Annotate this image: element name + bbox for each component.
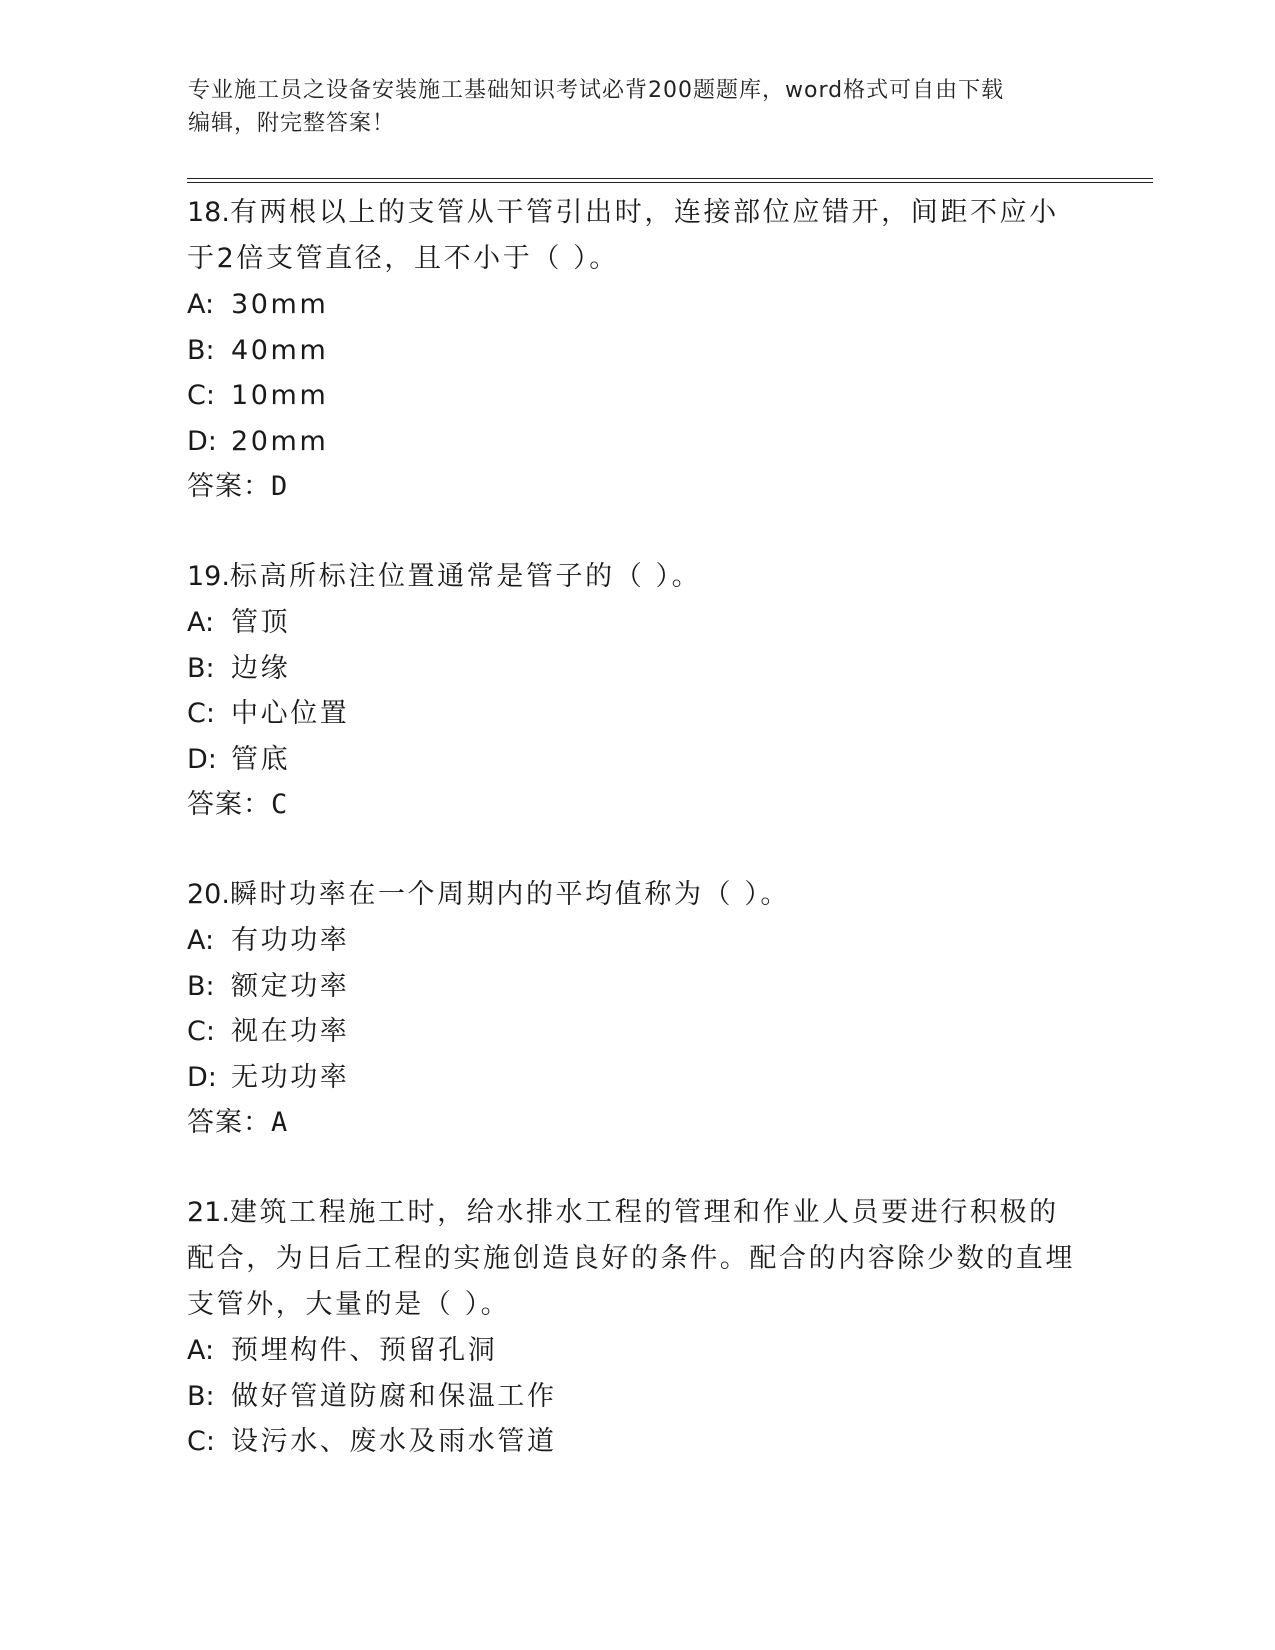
question-19 — [187, 554, 1087, 827]
option-text: 边缘 — [231, 652, 291, 684]
option-c — [187, 373, 1087, 419]
question-text: 建筑工程施工时，给水排水工程的管理和作业人员要进行积极的配合，为日后工程的实施创造良好的条件。配合的内容除少数的直埋支管外，大量的是（ ）。 — [187, 1197, 1075, 1320]
question-text: 有两根以上的支管从干管引出时，连接部位应错开，间距不应小于2倍支管直径，且不小于（ ）。 — [187, 197, 1059, 274]
option-key: A: — [187, 925, 215, 956]
option-text: 无功功率 — [231, 1061, 350, 1093]
answer-line: 答案：A — [187, 1107, 289, 1138]
question-text: 标高所标注位置通常是管子的（ ）。 — [229, 561, 702, 592]
option-d — [187, 419, 1087, 465]
option-a — [187, 918, 1087, 964]
option-b — [187, 1374, 1087, 1420]
question-stem — [187, 872, 1087, 918]
question-text: 瞬时功率在一个周期内的平均值称为（ ）。 — [229, 879, 791, 910]
option-text: 预埋构件、预留孔洞 — [231, 1335, 498, 1366]
question-list — [187, 190, 1087, 1510]
option-d — [187, 737, 1087, 783]
answer-line: 答案：D — [187, 471, 289, 502]
document-header — [188, 74, 1068, 140]
option-a — [187, 1328, 1087, 1374]
option-c — [187, 1009, 1087, 1055]
option-text: 10mm — [231, 380, 329, 411]
option-key: B: — [187, 970, 215, 1002]
option-a — [187, 282, 1087, 328]
option-key: C: — [187, 1016, 215, 1047]
option-text: 40mm — [231, 334, 329, 366]
answer-line: 答案：C — [187, 789, 289, 820]
header-line-1: 专业施工员之设备安装施工基础知识考试必背200题题库，word格式可自由下载 — [188, 78, 1005, 103]
option-text: 有功功率 — [231, 925, 350, 956]
option-text: 管顶 — [231, 607, 291, 638]
option-a — [187, 600, 1087, 646]
question-number: 20. — [187, 879, 230, 910]
question-stem — [187, 190, 1087, 282]
option-key: B: — [187, 334, 215, 366]
option-key: D: — [187, 1061, 217, 1093]
option-key: C: — [187, 380, 215, 411]
option-text: 做好管道防腐和保温工作 — [231, 1380, 557, 1412]
option-b — [187, 964, 1087, 1010]
option-text: 30mm — [231, 289, 329, 320]
option-key: A: — [187, 289, 215, 320]
option-text: 管底 — [231, 743, 291, 775]
option-key: A: — [187, 1335, 215, 1366]
option-c — [187, 1419, 1087, 1465]
question-number: 21. — [187, 1197, 230, 1228]
question-18 — [187, 190, 1087, 509]
option-text: 额定功率 — [231, 970, 350, 1002]
option-key: D: — [187, 425, 217, 457]
option-key: C: — [187, 1426, 215, 1457]
option-text: 中心位置 — [231, 698, 350, 729]
question-stem — [187, 554, 1087, 600]
option-b — [187, 328, 1087, 374]
option-d — [187, 1055, 1087, 1101]
option-text: 20mm — [231, 425, 329, 457]
question-stem — [187, 1190, 1087, 1328]
question-20 — [187, 872, 1087, 1145]
option-key: B: — [187, 1380, 215, 1412]
header-double-rule — [187, 178, 1153, 183]
question-number: 19. — [187, 561, 230, 592]
option-c — [187, 691, 1087, 737]
option-text: 设污水、废水及雨水管道 — [231, 1426, 557, 1457]
option-key: D: — [187, 743, 217, 775]
option-key: A: — [187, 607, 215, 638]
question-number: 18. — [187, 197, 230, 228]
option-key: C: — [187, 698, 215, 729]
header-line-2: 编辑，附完整答案！ — [188, 111, 396, 136]
option-text: 视在功率 — [231, 1016, 350, 1047]
option-b — [187, 646, 1087, 692]
question-21 — [187, 1190, 1087, 1465]
option-key: B: — [187, 652, 215, 684]
